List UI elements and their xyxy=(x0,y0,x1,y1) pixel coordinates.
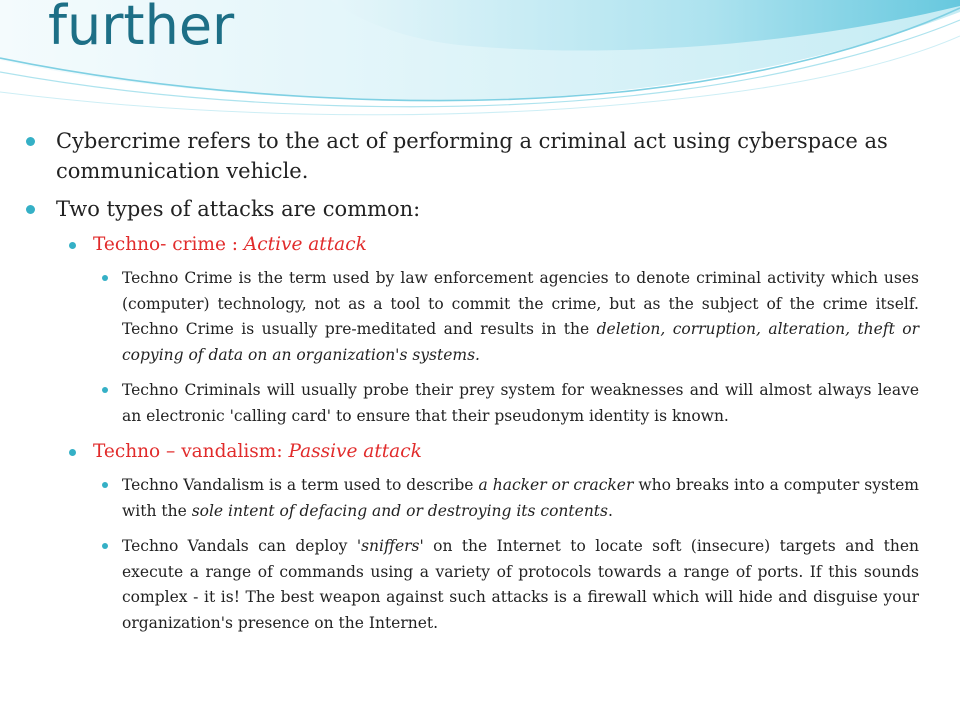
detail-techno-crime-definition xyxy=(122,266,919,368)
bullet-attack-types xyxy=(56,194,920,224)
subbullet-label-emphasis: Passive attack xyxy=(288,441,422,462)
slide-content xyxy=(0,126,960,646)
subbullet-label: Techno – vandalism: xyxy=(93,441,289,462)
detail-techno-vandals xyxy=(122,534,919,636)
subbullet-label-emphasis: Active attack xyxy=(243,234,367,255)
bullet-cybercrime xyxy=(56,126,920,186)
detail-text-emphasis: deletion, corruption, alteration, theft or copying of data on an organization's systems. xyxy=(122,320,919,364)
subbullet-techno-vandalism xyxy=(93,439,920,465)
subbullet-label: Techno- crime : xyxy=(93,234,244,255)
detail-text: Techno Criminals will usually probe their prey system for weaknesses and will almost always leave an electronic 'calling card' to ensure that their pseudonym identity is known. xyxy=(122,381,919,425)
bullet-dot-icon xyxy=(102,543,108,549)
bullet-text: Two types of attacks are common: xyxy=(56,197,421,221)
bullet-dot-icon xyxy=(69,449,76,456)
slide-title: further xyxy=(48,0,235,57)
detail-text: Techno Vandalism is a term used to describe xyxy=(122,476,479,494)
detail-text-emphasis: 'sniffers' xyxy=(356,537,424,555)
bullet-dot-icon xyxy=(102,275,108,281)
detail-text: on the Internet to locate soft (insecure) targets and then execute a range of commands using a variety of protocols towards a range of ports. If this sounds complex - it is! The best weapon against such attacks is a firewall which will hide and disguise your organization's presence on the Internet. xyxy=(122,537,920,632)
detail-techno-vandalism-definition xyxy=(122,473,919,524)
bullet-dot-icon xyxy=(26,137,35,146)
detail-text: Techno Crime is the term used by law enforcement agencies to denote criminal activity which uses (computer) technology, not as a tool to commit the crime, but as the subject of the crime itself. Techno Crime is usually pre-meditated and results in the xyxy=(122,269,919,338)
detail-text-emphasis: a hacker or cracker xyxy=(478,476,634,494)
bullet-dot-icon xyxy=(26,205,35,214)
detail-text-emphasis: sole intent of defacing and or destroying its contents xyxy=(191,501,608,520)
detail-techno-criminals xyxy=(122,378,919,429)
detail-text: . xyxy=(608,501,613,520)
bullet-dot-icon xyxy=(102,387,108,393)
bullet-text: Cybercrime refers to the act of performing a criminal act using cyberspace as communication vehicle. xyxy=(56,129,888,183)
bullet-dot-icon xyxy=(102,482,108,488)
detail-text: Techno Vandals can deploy xyxy=(122,537,357,555)
subbullet-techno-crime xyxy=(93,232,920,258)
detail-text: who breaks into a computer system with the xyxy=(122,476,920,520)
bullet-dot-icon xyxy=(69,242,76,249)
